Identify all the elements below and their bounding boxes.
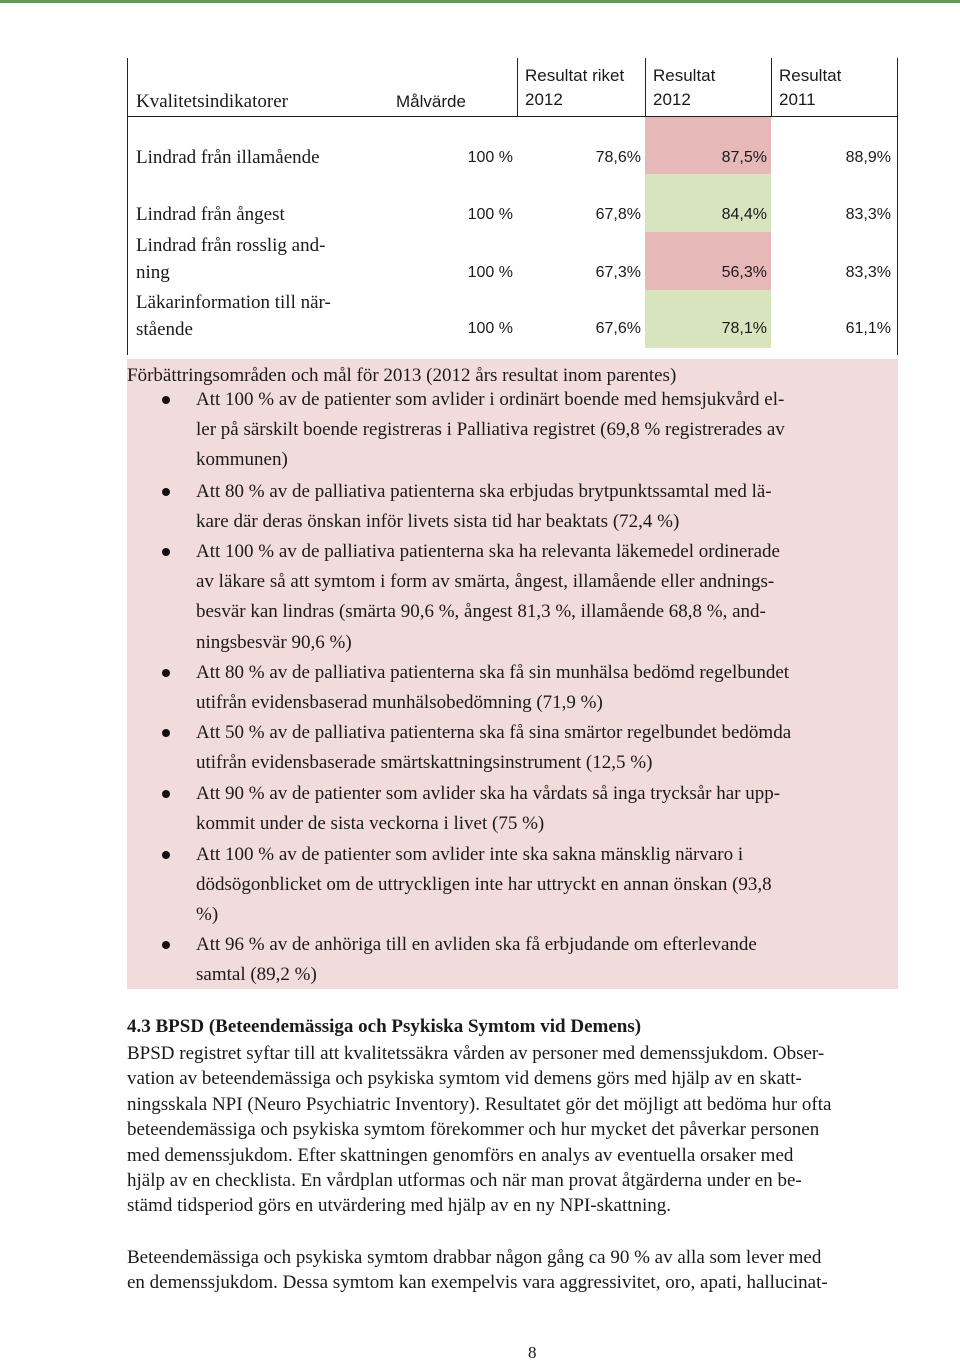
header-national: Resultat riket 2012 xyxy=(525,66,625,109)
goal-bullet: Att 80 % av de palliativa patienterna ska få sin munhälsa bedömd regelbundet utifrån evidensbaserad munhälsobedömning (71,9 %) xyxy=(196,658,896,718)
bullet-icon xyxy=(162,548,170,556)
goal-bullet: Att 100 % av de patienter som avlider i ordinärt boende med hemsjukvård el- ler på särskilt boende registreras i Palliativa registret (69,8 % registrerades av kommunen) xyxy=(196,385,896,476)
row-label: Lindrad från illamående xyxy=(136,147,320,168)
goal-bullet: Att 90 % av de patienter som avlider ska ha vårdats så inga trycksår har upp- kommit under de sista veckorna i livet (75 %) xyxy=(196,779,896,839)
bullet-icon xyxy=(162,669,170,677)
header-target: Målvärde xyxy=(396,92,466,111)
header-result-2011: Resultat 2011 xyxy=(779,66,842,109)
bullet-icon xyxy=(162,941,170,949)
row-result-2012: 78,1% xyxy=(721,320,767,337)
section-paragraph: BPSD registret syftar till att kvalitetssäkra vården av personer med demenssjukdom. Obser- vation av beteendemässiga och psykiska symtom vid demens görs med hjälp av en skatt- ningsskala NPI (Neuro Psychiatric Inventory). Resultatet gör det möjligt att bedöma hur ofta beteendemässiga och psykiska symtom förekommer och hur mycket det påverkar personen med demenssjukdom. Efter skattningen genomförs en analys av eventuella orsaker med hjälp av en checklista. En vårdplan utformas och när man provat åtgärderna under en be- stämd tidsperiod görs en utvärdering med hjälp av en ny NPI-skattning. xyxy=(127,1043,832,1217)
header-result-2012: Resultat 2012 xyxy=(653,66,716,109)
improvement-heading: Förbättringsområden och mål för 2013 (2012 års resultat inom parentes) xyxy=(127,365,677,386)
bullet-icon xyxy=(162,396,170,404)
goal-bullet: Att 80 % av de palliativa patienterna ska erbjudas brytpunktssamtal med lä- kare där deras önskan inför livets sista tid har beaktats (72,4 %) xyxy=(196,477,896,537)
table-divider xyxy=(517,58,518,116)
row-result-2011: 83,3% xyxy=(845,264,891,281)
row-result-2012: 84,4% xyxy=(721,206,767,223)
bullet-icon xyxy=(162,729,170,737)
row-label: Lindrad från ångest xyxy=(136,204,285,225)
row-target: 100 % xyxy=(467,149,513,166)
row-national: 78,6% xyxy=(595,149,641,166)
bullet-icon xyxy=(162,790,170,798)
goal-bullet: Att 96 % av de anhöriga till en avliden ska få erbjudande om efterlevande samtal (89,2 %) xyxy=(196,930,896,990)
table-divider xyxy=(645,58,646,116)
row-result-2011: 83,3% xyxy=(845,206,891,223)
table-divider xyxy=(771,58,772,116)
quality-indicator-table xyxy=(127,58,898,355)
row-national: 67,3% xyxy=(595,264,641,281)
row-target: 100 % xyxy=(467,206,513,223)
row-national: 67,8% xyxy=(595,206,641,223)
goal-bullet: Att 100 % av de palliativa patienterna ska ha relevanta läkemedel ordinerade av läkare så att symtom i form av smärta, ångest, illamående eller andnings- besvär kan lindras (smärta 90,6 %, ångest 81,3 %, illamående 68,8 %, and- ningsbesvär 90,6 %) xyxy=(196,537,896,658)
row-label: Läkarinformation till när- stående xyxy=(136,292,331,340)
page-number: 8 xyxy=(528,1343,537,1362)
section-heading: 4.3 BPSD (Beteendemässiga och Psykiska Symtom vid Demens) xyxy=(127,1016,642,1037)
row-national: 67,6% xyxy=(595,320,641,337)
row-result-2011: 61,1% xyxy=(845,320,891,337)
row-label: Lindrad från rosslig and- ning xyxy=(136,235,326,283)
row-result-2011: 88,9% xyxy=(845,149,891,166)
table-border-left xyxy=(127,58,128,355)
row-target: 100 % xyxy=(467,264,513,281)
bullet-icon xyxy=(162,851,170,859)
row-result-2012: 56,3% xyxy=(721,264,767,281)
header-indicator: Kvalitetsindikatorer xyxy=(136,91,288,112)
goal-bullet: Att 100 % av de patienter som avlider inte ska sakna mänsklig närvaro i dödsögonblicket om de uttryckligen inte har uttryckt en annan önskan (93,8 %) xyxy=(196,840,896,931)
goal-bullet: Att 50 % av de palliativa patienterna ska få sina smärtor regelbundet bedömda utifrån evidensbaserade smärtskattningsinstrument (12,5 %) xyxy=(196,718,896,778)
section-paragraph: Beteendemässiga och psykiska symtom drabbar någon gång ca 90 % av alla som lever med en demenssjukdom. Dessa symtom kan exempelvis vara aggressivitet, oro, apati, hallucinat- xyxy=(127,1247,828,1294)
top-accent-bar xyxy=(0,0,960,3)
row-target: 100 % xyxy=(467,320,513,337)
table-border-right xyxy=(897,58,898,355)
row-result-2012: 87,5% xyxy=(721,149,767,166)
table-header-rule xyxy=(127,116,898,117)
bullet-icon xyxy=(162,488,170,496)
